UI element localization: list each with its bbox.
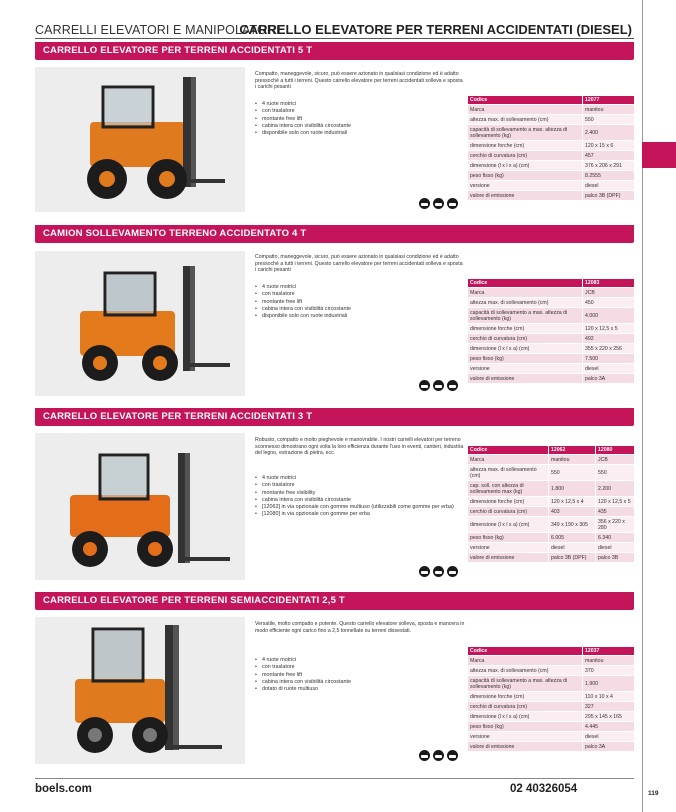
spec-code-value: 12080: [596, 446, 635, 455]
spec-label: cerchio di curvatura (cm): [468, 702, 583, 712]
spec-row: [468, 497, 634, 507]
spec-value: 4.000: [583, 308, 635, 324]
steering-wheel-icon: [419, 566, 430, 577]
feature-list: [255, 475, 470, 519]
feature-item: • montante free lift: [255, 672, 470, 679]
page-number: 119: [648, 790, 659, 797]
forklift-icon: [433, 566, 444, 577]
feature-item: • montante free lift: [255, 299, 470, 306]
engine-icon: [447, 198, 458, 209]
product-image: [35, 617, 245, 764]
spec-value: 1.900: [583, 676, 635, 692]
spec-row: [468, 125, 634, 141]
section-title-bar: CARRELLO ELEVATORE PER TERRENI SEMIACCIDENTATI 2,5 T: [35, 592, 634, 610]
spec-row: [468, 161, 634, 171]
spec-label: cap. soll. con altezza di sollevamento max (kg): [468, 481, 549, 497]
spec-row: [468, 517, 634, 533]
feature-item: • con traslatore: [255, 291, 470, 298]
spec-value: 6.340: [596, 533, 635, 543]
spec-value: diesel: [583, 732, 635, 742]
spec-code-label: Codice: [468, 647, 583, 656]
footer-phone: 02 40326054: [510, 783, 578, 795]
spec-label: cerchio di curvatura (cm): [468, 151, 583, 161]
feature-item: • cabina intera con visibilità circostante: [255, 306, 470, 313]
spec-value: diesel: [583, 364, 635, 374]
spec-value: manitou: [583, 656, 635, 666]
spec-label: capacità di sollevamento a max. altezza di sollevamento (kg): [468, 676, 583, 692]
spec-label: Marca: [468, 656, 583, 666]
spec-row: [468, 481, 634, 497]
spec-row: [468, 344, 634, 354]
spec-value: 450: [583, 298, 635, 308]
product-description: Compatto, maneggevole, sicuro, può essere azionato in qualsiasi condizione ed è adatto pressoché a tutti i terreni. Questo carrello elevatore per terreni accidentati solleva e sposta i carichi pesanti: [255, 71, 463, 91]
feature-icons: [419, 750, 458, 761]
product-description: Compatto, maneggevole, sicuro, può essere azionato in qualsiasi condizione ed è adatto pressoché a tutti i terreni. Questo carrello elevatore per terreni accidentati solleva e sposta i carichi pesanti: [255, 254, 463, 274]
spec-label: peso fisso (kg): [468, 533, 549, 543]
spec-code-value: 12037: [583, 647, 635, 656]
spec-label: cerchio di curvatura (cm): [468, 334, 583, 344]
spec-header-row: [468, 279, 634, 288]
spec-value: 295 x 145 x 165: [583, 712, 635, 722]
spec-label: versione: [468, 543, 549, 553]
feature-item: • [12080] in via opzionale con gomme per erba: [255, 511, 470, 518]
spec-label: capacità di sollevamento a max. altezza di sollevamento (kg): [468, 308, 583, 324]
spec-value: diesel: [549, 543, 596, 553]
spec-row: [468, 702, 634, 712]
spec-row: [468, 676, 634, 692]
spec-value: 120 x 15 x 6: [583, 141, 635, 151]
forklift-illustration: [35, 67, 245, 212]
spec-row: [468, 181, 634, 191]
spec-value: 550: [583, 115, 635, 125]
spec-value: diesel: [596, 543, 635, 553]
spec-value: 435: [596, 507, 635, 517]
spec-row: [468, 298, 634, 308]
footer-website-link[interactable]: boels.com: [35, 783, 92, 795]
spec-label: valore di emissione: [468, 374, 583, 384]
spec-row: [468, 374, 634, 384]
spec-value: 550: [549, 465, 596, 481]
spec-row: [468, 354, 634, 364]
spec-row: [468, 712, 634, 722]
spec-value: 403: [549, 507, 596, 517]
footer-divider: [35, 778, 634, 779]
spec-value: 550: [596, 465, 635, 481]
section-title-bar: CARRELLO ELEVATORE PER TERRENI ACCIDENTATI 3 T: [35, 408, 634, 426]
spec-value: 370: [583, 666, 635, 676]
spec-label: capacità di sollevamento a max. altezza di sollevamento (kg): [468, 125, 583, 141]
spec-table: [468, 96, 634, 201]
spec-label: altezza max. di sollevamento (cm): [468, 465, 549, 481]
feature-item: • disponibile solo con ruote industriali: [255, 313, 470, 320]
feature-icons: [419, 380, 458, 391]
spec-row: [468, 553, 634, 563]
spec-label: dimensione forche (cm): [468, 141, 583, 151]
spec-value: 457: [583, 151, 635, 161]
spec-value: 7.500: [583, 354, 635, 364]
spec-value: palco 3B (DPF): [549, 553, 596, 563]
spec-value: palco 3B (DPF): [583, 191, 635, 201]
spec-header-row: [468, 446, 634, 455]
forklift-illustration: [35, 617, 245, 764]
spec-label: Marca: [468, 105, 583, 115]
feature-item: • cabina intera con visibilità circostante: [255, 497, 470, 504]
spec-row: [468, 141, 634, 151]
spec-row: [468, 742, 634, 752]
feature-item: • 4 ruote motrici: [255, 284, 470, 291]
spec-value: 356 x 220 x 280: [596, 517, 635, 533]
forklift-icon: [433, 380, 444, 391]
spec-row: [468, 455, 634, 465]
spec-row: [468, 288, 634, 298]
forklift-illustration: [35, 251, 245, 396]
section-title-bar: CAMION SOLLEVAMENTO TERRENO ACCIDENTATO 4 T: [35, 225, 634, 243]
section-tab: [642, 142, 676, 168]
spec-table: [468, 279, 634, 384]
spec-value: 120 x 12,5 x 5: [596, 497, 635, 507]
spec-label: cerchio di curvatura (cm): [468, 507, 549, 517]
margin-rule: [642, 0, 643, 812]
section-title-bar: CARRELLO ELEVATORE PER TERRENI ACCIDENTATI 5 T: [35, 42, 634, 60]
feature-icons: [419, 198, 458, 209]
spec-value: palco 3B: [596, 553, 635, 563]
spec-code-value: 12077: [583, 96, 635, 105]
spec-label: versione: [468, 364, 583, 374]
spec-label: peso fisso (kg): [468, 171, 583, 181]
spec-label: versione: [468, 732, 583, 742]
forklift-illustration: [35, 433, 245, 580]
spec-label: valore di emissione: [468, 191, 583, 201]
feature-item: • con traslatore: [255, 664, 470, 671]
feature-item: • con traslatore: [255, 108, 470, 115]
category-title: CARRELLI ELEVATORI E MANIPOLATORI: [35, 23, 280, 37]
product-image: [35, 433, 245, 580]
feature-item: • 4 ruote motrici: [255, 101, 470, 108]
spec-label: peso fisso (kg): [468, 354, 583, 364]
feature-item: • montante free visibility: [255, 490, 470, 497]
feature-item: • [12062] in via opzionale con gomme multiuso (utilizzabili come gomme per erba): [255, 504, 470, 511]
spec-value: 120 x 12,5 x 4: [549, 497, 596, 507]
spec-row: [468, 656, 634, 666]
spec-value: manitou: [583, 105, 635, 115]
spec-value: 492: [583, 334, 635, 344]
spec-code-value: 12062: [549, 446, 596, 455]
spec-row: [468, 105, 634, 115]
spec-label: dimensione (l x l x a) (cm): [468, 712, 583, 722]
spec-value: 2.200: [596, 481, 635, 497]
spec-table: [468, 647, 634, 752]
spec-row: [468, 666, 634, 676]
spec-row: [468, 324, 634, 334]
steering-wheel-icon: [419, 198, 430, 209]
spec-row: [468, 507, 634, 517]
spec-value: JCB: [583, 288, 635, 298]
steering-wheel-icon: [419, 380, 430, 391]
engine-icon: [447, 380, 458, 391]
spec-label: altezza max. di sollevamento (cm): [468, 298, 583, 308]
spec-row: [468, 334, 634, 344]
spec-label: dimensione forche (cm): [468, 692, 583, 702]
spec-value: 349 x 190 x 305: [549, 517, 596, 533]
spec-value: manitou: [549, 455, 596, 465]
feature-icons: [419, 566, 458, 577]
spec-row: [468, 191, 634, 201]
engine-icon: [447, 566, 458, 577]
spec-label: valore di emissione: [468, 553, 549, 563]
spec-label: Marca: [468, 455, 549, 465]
engine-icon: [447, 750, 458, 761]
spec-table: [468, 446, 634, 563]
spec-label: versione: [468, 181, 583, 191]
spec-value: 2.400: [583, 125, 635, 141]
spec-value: 6.005: [549, 533, 596, 543]
spec-code-label: Codice: [468, 96, 583, 105]
spec-label: peso fisso (kg): [468, 722, 583, 732]
spec-label: dimensione (l x l x a) (cm): [468, 344, 583, 354]
spec-value: 120 x 12,5 x 5: [583, 324, 635, 334]
feature-list: [255, 657, 470, 693]
spec-label: altezza max. di sollevamento (cm): [468, 666, 583, 676]
spec-label: Marca: [468, 288, 583, 298]
spec-row: [468, 533, 634, 543]
spec-value: JCB: [596, 455, 635, 465]
spec-label: dimensione (l x l x a) (cm): [468, 161, 583, 171]
feature-item: • cabina intera con visibilità circostante: [255, 123, 470, 130]
spec-row: [468, 308, 634, 324]
steering-wheel-icon: [419, 750, 430, 761]
spec-value: 1.800: [549, 481, 596, 497]
spec-row: [468, 364, 634, 374]
spec-row: [468, 722, 634, 732]
spec-code-label: Codice: [468, 279, 583, 288]
feature-item: • cabina intera con visibilità circostante: [255, 679, 470, 686]
product-image: [35, 67, 245, 212]
forklift-icon: [433, 750, 444, 761]
spec-code-label: Codice: [468, 446, 549, 455]
product-image: [35, 251, 245, 396]
feature-item: • con traslatore: [255, 482, 470, 489]
spec-value: 110 x 10 x 4: [583, 692, 635, 702]
spec-row: [468, 115, 634, 125]
feature-list: [255, 284, 470, 320]
spec-value: palco 3A: [583, 374, 635, 384]
feature-item: • 4 ruote motrici: [255, 475, 470, 482]
spec-row: [468, 543, 634, 553]
spec-label: altezza max. di sollevamento (cm): [468, 115, 583, 125]
spec-code-value: 12083: [583, 279, 635, 288]
spec-value: diesel: [583, 181, 635, 191]
spec-value: 355 x 220 x 256: [583, 344, 635, 354]
product-description: Versatile, molto compatto e potente. Questo carrello elevatore solleva, sposta e manovra in modo efficiente ogni carico fino a 2,5 tonnellate su terreni dissestati.: [255, 621, 465, 634]
forklift-icon: [433, 198, 444, 209]
spec-row: [468, 732, 634, 742]
spec-value: 8.2555: [583, 171, 635, 181]
spec-label: dimensione (l x l x a) (cm): [468, 517, 549, 533]
spec-header-row: [468, 96, 634, 105]
spec-label: dimensione forche (cm): [468, 497, 549, 507]
spec-value: 4.445: [583, 722, 635, 732]
feature-list: [255, 101, 470, 137]
spec-row: [468, 465, 634, 481]
spec-value: 327: [583, 702, 635, 712]
spec-value: palco 3A: [583, 742, 635, 752]
spec-row: [468, 151, 634, 161]
page-title: CARRELLO ELEVATORE PER TERRENI ACCIDENTATI (DIESEL): [239, 22, 632, 37]
spec-row: [468, 692, 634, 702]
feature-item: • montante free lift: [255, 116, 470, 123]
header-divider: [35, 38, 634, 39]
feature-item: • 4 ruote motrici: [255, 657, 470, 664]
feature-item: • disponibile solo con ruote industriali: [255, 130, 470, 137]
spec-value: 376 x 206 x 291: [583, 161, 635, 171]
spec-label: dimensione forche (cm): [468, 324, 583, 334]
feature-item: • dotato di ruote multiuso: [255, 686, 470, 693]
spec-row: [468, 171, 634, 181]
spec-label: valore di emissione: [468, 742, 583, 752]
product-description: Robusto, compatto e molto pieghevole e manovrabile. I nostri carrelli elevatori per terreno sconnesso dimostrano ogni volta la loro efficienza durante l'uso in eventi, cantieri, industria del legno, estrazione di pietra, ecc.: [255, 437, 464, 457]
spec-header-row: [468, 647, 634, 656]
